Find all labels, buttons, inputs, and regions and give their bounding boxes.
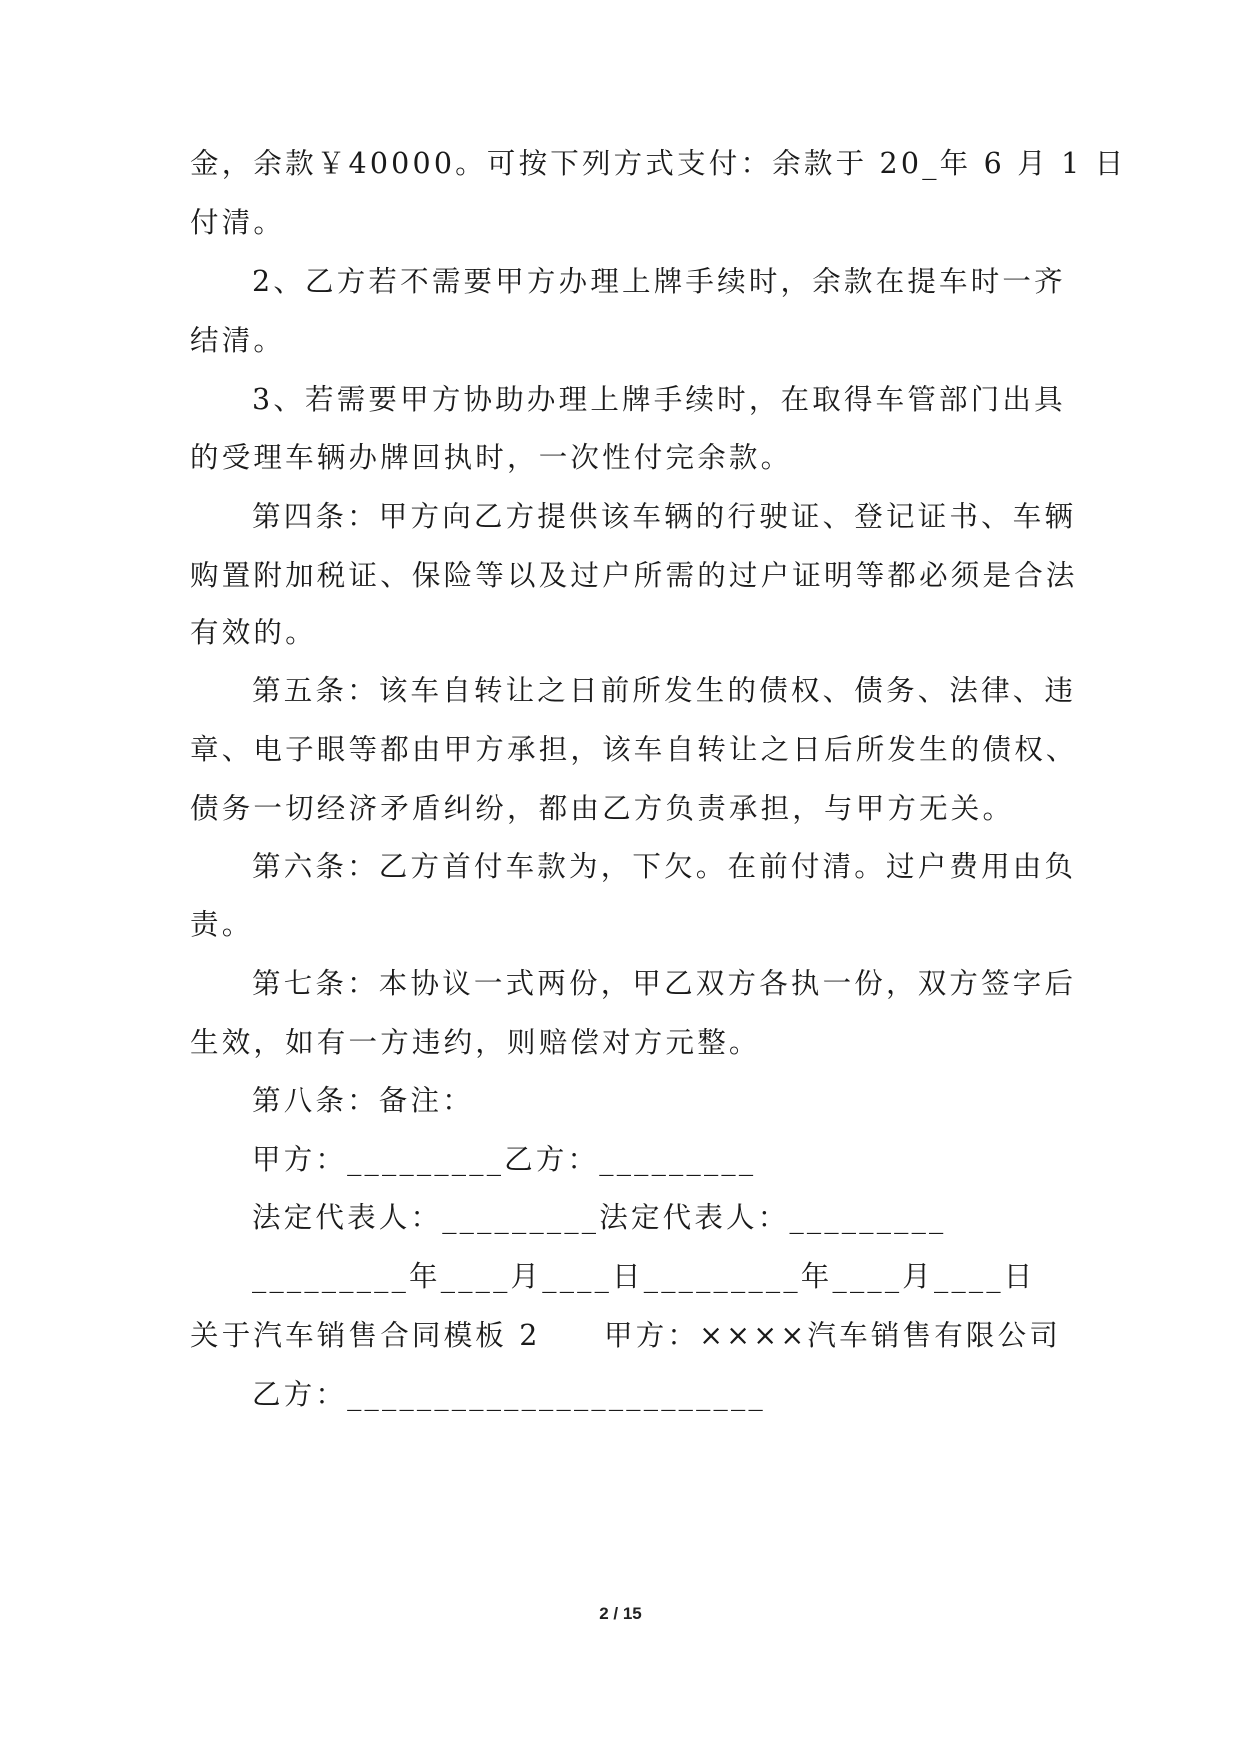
body-line: 责。	[190, 908, 254, 941]
body-line: 债务一切经济矛盾纠纷，都由乙方负责承担，与甲方无关。	[190, 792, 1015, 825]
body-line: 付清。	[190, 206, 286, 239]
body-line: 购置附加税证、保险等以及过户所需的过户证明等都必须是合法	[190, 559, 1078, 592]
article-six-line: 第六条：乙方首付车款为，下欠。在前付清。过户费用由负	[252, 850, 1077, 883]
article-five-line: 第五条：该车自转让之日前所发生的债权、债务、法律、违	[252, 674, 1077, 707]
body-line: 生效，如有一方违约，则赔偿对方元整。	[190, 1026, 761, 1059]
body-line: 章、电子眼等都由甲方承担，该车自转让之日后所发生的债权、	[190, 733, 1078, 766]
body-line: 2、乙方若不需要甲方办理上牌手续时，余款在提车时一齐	[252, 265, 1066, 298]
article-seven-line: 第七条：本协议一式两份，甲乙双方各执一份，双方签字后	[252, 967, 1077, 1000]
page-number: 2 / 15	[599, 1604, 642, 1623]
signature-date-line: _________年____月____日_________年____月____日	[252, 1260, 1036, 1293]
body-line: 3、若需要甲方协助办理上牌手续时，在取得车管部门出具	[252, 383, 1066, 416]
signature-party-line: 甲方：_________乙方：_________	[252, 1143, 757, 1176]
party-b-line: 乙方：________________________	[252, 1378, 766, 1411]
article-eight-line: 第八条：备注：	[252, 1084, 474, 1117]
body-line: 有效的。	[190, 616, 317, 649]
template-heading-line: 关于汽车销售合同模板 2 甲方：××××汽车销售有限公司	[190, 1319, 1062, 1352]
article-four-line: 第四条：甲方向乙方提供该车辆的行驶证、登记证书、车辆	[252, 500, 1077, 533]
body-line: 结清。	[190, 324, 286, 357]
signature-representative-line: 法定代表人：_________法定代表人：_________	[252, 1201, 947, 1234]
body-line: 金，余款￥40000。可按下列方式支付：余款于 20_年 6 月 1 日	[190, 147, 1127, 180]
body-line: 的受理车辆办牌回执时，一次性付完余款。	[190, 441, 793, 474]
